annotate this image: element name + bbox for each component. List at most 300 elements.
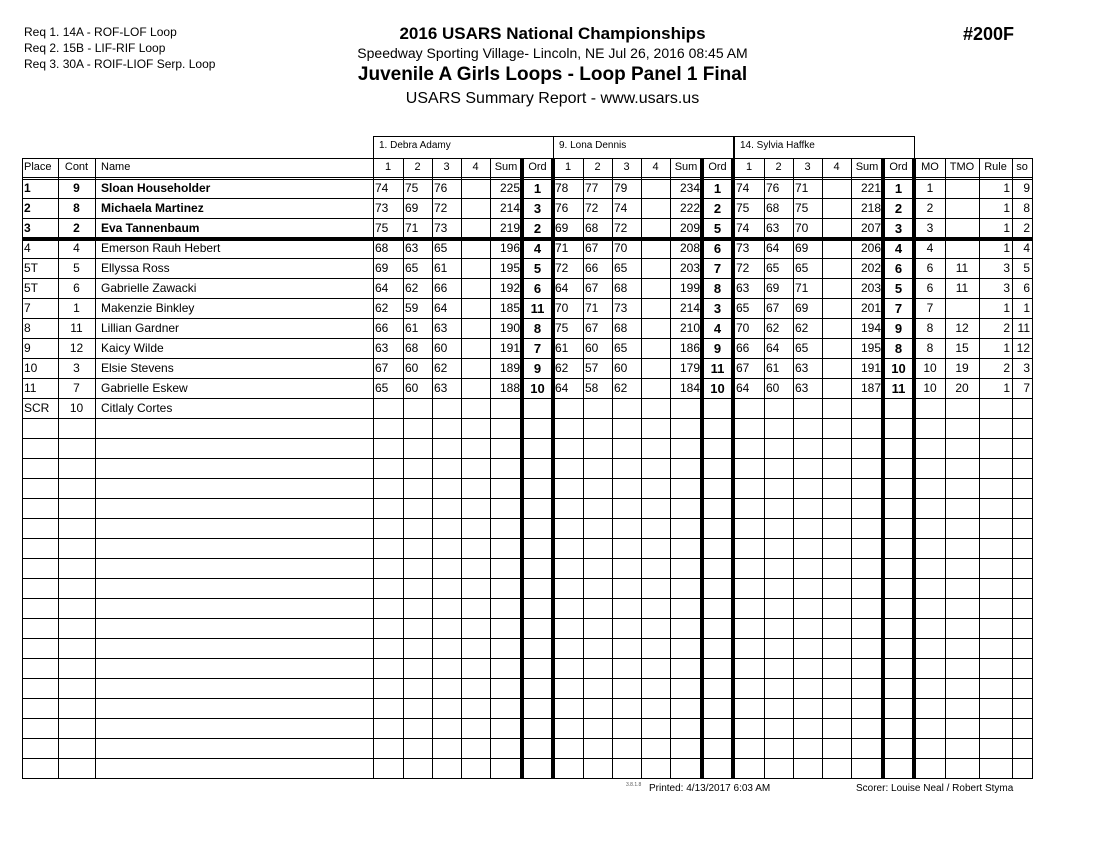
column-header-rule: Rule bbox=[984, 161, 1007, 173]
row-tmo: 11 bbox=[955, 281, 969, 295]
row-so: 3 bbox=[1023, 361, 1030, 375]
row-judge-score: 65 bbox=[736, 301, 750, 315]
row-tmo: 11 bbox=[955, 261, 969, 275]
column-header-judge-1-3: 3 bbox=[443, 161, 450, 173]
row-cont: 11 bbox=[70, 321, 83, 335]
row-judge-sum: 210 bbox=[679, 321, 700, 335]
grid-line-vertical bbox=[58, 158, 59, 779]
scorer-names: Scorer: Louise Neal / Robert Styma bbox=[856, 783, 1014, 794]
row-judge-sum: 202 bbox=[860, 261, 881, 275]
column-header-judge-3-4: 4 bbox=[833, 161, 840, 173]
row-judge-score: 71 bbox=[795, 181, 809, 195]
row-rule: 1 bbox=[1003, 201, 1010, 215]
software-version: 3.8.1.8 bbox=[626, 782, 642, 788]
column-header-judge-1-1: 1 bbox=[384, 161, 392, 173]
row-judge-sum: 187 bbox=[860, 381, 881, 395]
grid-line-vertical bbox=[914, 136, 915, 158]
row-judge-score: 72 bbox=[585, 201, 599, 215]
grid-line-vertical bbox=[490, 158, 491, 779]
judge-name: 1. Debra Adamy bbox=[379, 140, 451, 151]
row-judge-ordinal: 1 bbox=[894, 181, 903, 196]
row-judge-score: 65 bbox=[375, 381, 389, 395]
row-judge-score: 75 bbox=[375, 221, 389, 235]
row-judge-score: 72 bbox=[614, 221, 628, 235]
row-cont: 12 bbox=[69, 341, 84, 355]
venue-date-line: Speedway Sporting Village- Lincoln, NE Jul 26, 2016 08:45 AM bbox=[357, 45, 748, 61]
row-judge-sum: 203 bbox=[860, 281, 881, 295]
column-header-judge-3-sum: Sum bbox=[855, 161, 879, 173]
row-judge-ordinal: 8 bbox=[894, 341, 903, 356]
row-judge-score: 62 bbox=[766, 321, 780, 335]
row-judge-sum: 179 bbox=[679, 361, 700, 375]
row-judge-score: 68 bbox=[766, 201, 780, 215]
column-header-judge-3-3: 3 bbox=[804, 161, 811, 173]
row-mo: 2 bbox=[926, 201, 934, 215]
row-name: Gabrielle Eskew bbox=[101, 381, 188, 395]
row-judge-score: 73 bbox=[614, 301, 628, 315]
row-place: 2 bbox=[24, 201, 31, 215]
row-cont: 4 bbox=[73, 241, 80, 255]
row-judge-ordinal: 2 bbox=[713, 201, 722, 216]
requirement-2: Req 2. 15B - LIF-RIF Loop bbox=[24, 41, 166, 55]
row-judge-sum: 194 bbox=[860, 321, 881, 335]
row-judge-score: 68 bbox=[585, 221, 599, 235]
row-so: 11 bbox=[1017, 321, 1030, 335]
row-judge-score: 65 bbox=[405, 261, 419, 275]
row-judge-score: 75 bbox=[405, 181, 419, 195]
row-mo: 6 bbox=[926, 261, 934, 275]
row-judge-score: 62 bbox=[375, 301, 389, 315]
grid-line-vertical bbox=[822, 158, 823, 779]
row-judge-score: 70 bbox=[614, 241, 628, 255]
row-judge-score: 74 bbox=[736, 181, 750, 195]
row-judge-score: 76 bbox=[766, 181, 780, 195]
row-judge-score: 75 bbox=[795, 201, 809, 215]
row-place: 4 bbox=[24, 241, 31, 255]
row-judge-ordinal: 9 bbox=[533, 361, 542, 376]
row-tmo: 15 bbox=[955, 341, 969, 355]
column-header-judge-1-4: 4 bbox=[472, 161, 479, 173]
column-header-place: Place bbox=[24, 161, 52, 173]
row-mo: 8 bbox=[926, 321, 934, 335]
row-judge-score: 63 bbox=[736, 281, 750, 295]
row-so: 8 bbox=[1023, 201, 1030, 215]
row-judge-score: 70 bbox=[736, 321, 750, 335]
row-place: 5T bbox=[24, 261, 39, 275]
column-header-judge-3-2: 2 bbox=[775, 161, 782, 173]
grid-line-vertical bbox=[22, 158, 23, 779]
row-name: Elsie Stevens bbox=[101, 361, 174, 375]
row-judge-score: 72 bbox=[736, 261, 750, 275]
row-judge-sum: 207 bbox=[860, 221, 881, 235]
column-header-judge-2-4: 4 bbox=[652, 161, 659, 173]
row-judge-score: 71 bbox=[405, 221, 419, 235]
grid-line-vertical bbox=[945, 158, 946, 779]
row-judge-score: 71 bbox=[585, 301, 599, 315]
row-judge-score: 60 bbox=[614, 361, 628, 375]
row-judge-score: 67 bbox=[585, 321, 599, 335]
column-header-tmo: TMO bbox=[949, 161, 975, 173]
row-tmo: 12 bbox=[955, 321, 969, 335]
row-judge-score: 64 bbox=[555, 381, 569, 395]
row-judge-score: 77 bbox=[585, 181, 599, 195]
grid-line-vertical bbox=[583, 158, 584, 779]
row-rule: 2 bbox=[1003, 361, 1010, 375]
row-judge-score: 74 bbox=[736, 221, 750, 235]
row-judge-score: 61 bbox=[766, 361, 780, 375]
row-judge-score: 67 bbox=[375, 361, 389, 375]
row-judge-score: 67 bbox=[736, 361, 750, 375]
row-judge-score: 75 bbox=[555, 321, 569, 335]
row-judge-score: 60 bbox=[405, 381, 419, 395]
row-judge-score: 78 bbox=[555, 181, 569, 195]
column-header-mo: MO bbox=[921, 161, 939, 173]
column-header-judge-1-sum: Sum bbox=[494, 161, 518, 173]
row-judge-ordinal: 5 bbox=[894, 281, 903, 296]
row-judge-ordinal: 5 bbox=[533, 261, 542, 276]
grid-line-vertical bbox=[731, 158, 735, 779]
row-judge-sum: 196 bbox=[499, 241, 520, 255]
row-judge-score: 72 bbox=[434, 201, 448, 215]
column-header-judge-2-ord: Ord bbox=[708, 161, 727, 173]
row-judge-sum: 214 bbox=[499, 201, 520, 215]
row-judge-score: 66 bbox=[434, 281, 448, 295]
row-judge-ordinal: 7 bbox=[894, 301, 903, 316]
row-judge-score: 64 bbox=[766, 341, 780, 355]
row-judge-score: 58 bbox=[585, 381, 599, 395]
row-judge-score: 67 bbox=[766, 301, 780, 315]
row-judge-score: 63 bbox=[434, 321, 448, 335]
row-judge-score: 71 bbox=[795, 281, 809, 295]
row-judge-ordinal: 4 bbox=[894, 241, 903, 256]
row-judge-score: 60 bbox=[405, 361, 419, 375]
row-so: 1 bbox=[1023, 301, 1030, 315]
row-judge-sum: 225 bbox=[499, 181, 520, 195]
row-so: 6 bbox=[1023, 281, 1030, 295]
row-judge-sum: 218 bbox=[860, 201, 881, 215]
row-judge-ordinal: 2 bbox=[533, 221, 542, 236]
grid-line-vertical bbox=[915, 158, 916, 779]
row-place: 5T bbox=[24, 281, 39, 295]
row-judge-score: 76 bbox=[434, 181, 448, 195]
row-rule: 1 bbox=[1003, 341, 1010, 355]
grid-line-vertical bbox=[553, 136, 554, 158]
row-mo: 7 bbox=[926, 301, 934, 315]
row-cont: 7 bbox=[73, 381, 80, 395]
row-judge-sum: 219 bbox=[499, 221, 520, 235]
row-judge-score: 68 bbox=[405, 341, 419, 355]
row-judge-score: 65 bbox=[795, 341, 809, 355]
row-rule: 3 bbox=[1003, 281, 1010, 295]
row-mo: 6 bbox=[926, 281, 934, 295]
row-name: Makenzie Binkley bbox=[101, 301, 195, 315]
championship-title: 2016 USARS National Championships bbox=[399, 24, 706, 43]
row-judge-score: 69 bbox=[795, 301, 809, 315]
row-judge-score: 67 bbox=[585, 241, 599, 255]
row-judge-score: 61 bbox=[405, 321, 419, 335]
row-judge-score: 64 bbox=[434, 301, 448, 315]
row-judge-sum: 195 bbox=[499, 261, 520, 275]
row-place: 8 bbox=[24, 321, 31, 335]
row-judge-score: 68 bbox=[614, 321, 628, 335]
row-judge-score: 61 bbox=[555, 341, 569, 355]
row-judge-score: 68 bbox=[375, 241, 389, 255]
row-judge-ordinal: 6 bbox=[533, 281, 542, 296]
report-subtitle: USARS Summary Report - www.usars.us bbox=[405, 90, 700, 107]
row-judge-score: 73 bbox=[736, 241, 750, 255]
row-cont: 3 bbox=[73, 361, 80, 375]
grid-line-vertical bbox=[979, 158, 980, 779]
row-judge-score: 69 bbox=[795, 241, 809, 255]
row-judge-ordinal: 4 bbox=[533, 241, 542, 256]
event-number: #200F bbox=[963, 24, 1015, 44]
row-judge-score: 74 bbox=[614, 201, 628, 215]
row-judge-sum: 188 bbox=[499, 381, 520, 395]
row-cont: 10 bbox=[69, 401, 84, 415]
row-judge-sum: 206 bbox=[860, 241, 881, 255]
row-name: Eva Tannenbaum bbox=[101, 221, 200, 235]
row-judge-score: 69 bbox=[375, 261, 389, 275]
row-judge-score: 61 bbox=[434, 261, 448, 275]
row-judge-score: 60 bbox=[434, 341, 448, 355]
judge-name: 9. Lona Dennis bbox=[559, 140, 627, 151]
row-judge-ordinal: 10 bbox=[530, 381, 545, 396]
row-judge-ordinal: 11 bbox=[530, 301, 545, 316]
row-judge-score: 59 bbox=[405, 301, 419, 315]
row-judge-score: 63 bbox=[405, 241, 419, 255]
printed-timestamp: Printed: 4/13/2017 6:03 AM bbox=[649, 783, 771, 794]
row-judge-sum: 221 bbox=[860, 181, 881, 195]
row-judge-ordinal: 1 bbox=[533, 181, 542, 196]
row-judge-ordinal: 1 bbox=[713, 181, 722, 196]
row-judge-ordinal: 8 bbox=[533, 321, 542, 336]
row-judge-ordinal: 11 bbox=[891, 381, 906, 396]
row-judge-sum: 199 bbox=[679, 281, 700, 295]
row-judge-ordinal: 5 bbox=[713, 221, 722, 236]
row-rule: 1 bbox=[1003, 381, 1010, 395]
row-cont: 6 bbox=[73, 281, 80, 295]
row-judge-ordinal: 11 bbox=[710, 361, 725, 376]
row-name: Michaela Martinez bbox=[101, 201, 204, 215]
row-judge-score: 60 bbox=[585, 341, 599, 355]
column-header-so: so bbox=[1016, 161, 1028, 173]
row-judge-score: 69 bbox=[555, 221, 569, 235]
row-place: 1 bbox=[24, 181, 31, 195]
row-mo: 10 bbox=[923, 361, 937, 375]
grid-line-vertical bbox=[851, 158, 852, 779]
row-judge-sum: 191 bbox=[860, 361, 881, 375]
row-judge-sum: 191 bbox=[499, 341, 520, 355]
row-place: 9 bbox=[24, 341, 31, 355]
row-judge-score: 73 bbox=[434, 221, 448, 235]
row-judge-score: 76 bbox=[555, 201, 569, 215]
row-judge-ordinal: 7 bbox=[713, 261, 722, 276]
grid-line-vertical bbox=[373, 136, 374, 158]
row-judge-ordinal: 9 bbox=[713, 341, 722, 356]
row-name: Emerson Rauh Hebert bbox=[101, 241, 221, 255]
row-judge-sum: 184 bbox=[679, 381, 700, 395]
row-judge-score: 64 bbox=[555, 281, 569, 295]
row-judge-score: 73 bbox=[375, 201, 389, 215]
row-judge-ordinal: 7 bbox=[533, 341, 542, 356]
row-rule: 1 bbox=[1003, 181, 1010, 195]
row-judge-score: 64 bbox=[766, 241, 780, 255]
row-judge-score: 67 bbox=[585, 281, 599, 295]
row-judge-ordinal: 4 bbox=[713, 321, 722, 336]
row-judge-score: 79 bbox=[614, 181, 628, 195]
grid-line-vertical bbox=[403, 158, 404, 779]
row-judge-score: 64 bbox=[736, 381, 750, 395]
row-judge-score: 65 bbox=[614, 341, 628, 355]
row-judge-score: 65 bbox=[614, 261, 628, 275]
row-judge-score: 66 bbox=[585, 261, 599, 275]
requirement-1: Req 1. 14A - ROF-LOF Loop bbox=[24, 25, 177, 39]
row-so: 7 bbox=[1023, 381, 1030, 395]
grid-line-vertical bbox=[1012, 158, 1013, 779]
row-judge-score: 63 bbox=[434, 381, 448, 395]
column-header-judge-2-3: 3 bbox=[623, 161, 630, 173]
row-place: SCR bbox=[24, 401, 50, 415]
column-header-judge-2-2: 2 bbox=[594, 161, 601, 173]
grid-line-vertical bbox=[641, 158, 642, 779]
row-judge-score: 65 bbox=[434, 241, 448, 255]
row-name: Citlaly Cortes bbox=[101, 401, 173, 415]
grid-line-vertical bbox=[1032, 158, 1033, 779]
column-header-judge-1-2: 2 bbox=[414, 161, 421, 173]
requirement-3: Req 3. 30A - ROIF-LIOF Serp. Loop bbox=[24, 57, 216, 71]
grid-line-vertical bbox=[461, 158, 462, 779]
row-judge-score: 62 bbox=[434, 361, 448, 375]
column-header-judge-2-1: 1 bbox=[564, 161, 572, 173]
row-name: Gabrielle Zawacki bbox=[101, 281, 197, 295]
row-judge-ordinal: 9 bbox=[894, 321, 903, 336]
row-judge-score: 57 bbox=[585, 361, 599, 375]
row-judge-ordinal: 3 bbox=[713, 301, 722, 316]
column-header-judge-3-1: 1 bbox=[745, 161, 753, 173]
row-tmo: 20 bbox=[955, 381, 969, 395]
row-judge-ordinal: 8 bbox=[713, 281, 722, 296]
row-judge-score: 62 bbox=[405, 281, 419, 295]
row-cont: 9 bbox=[73, 181, 80, 195]
grid-line-vertical bbox=[793, 158, 794, 779]
row-mo: 10 bbox=[923, 381, 937, 395]
row-rule: 2 bbox=[1003, 321, 1010, 335]
row-place: 10 bbox=[24, 361, 38, 375]
row-cont: 2 bbox=[73, 221, 80, 235]
row-judge-ordinal: 3 bbox=[533, 201, 542, 216]
column-header-cont: Cont bbox=[64, 161, 89, 173]
row-judge-score: 68 bbox=[614, 281, 628, 295]
row-name: Kaicy Wilde bbox=[101, 341, 164, 355]
row-judge-ordinal: 2 bbox=[894, 201, 903, 216]
row-judge-score: 66 bbox=[375, 321, 389, 335]
row-judge-ordinal: 3 bbox=[894, 221, 903, 236]
judge-name: 14. Sylvia Haffke bbox=[740, 140, 815, 151]
grid-line-vertical bbox=[432, 158, 433, 779]
row-judge-sum: 208 bbox=[679, 241, 700, 255]
row-judge-score: 72 bbox=[555, 261, 569, 275]
row-judge-sum: 186 bbox=[679, 341, 700, 355]
grid-line-vertical bbox=[764, 158, 765, 779]
row-judge-score: 60 bbox=[766, 381, 780, 395]
row-judge-ordinal: 10 bbox=[891, 361, 906, 376]
row-judge-sum: 195 bbox=[860, 341, 881, 355]
row-so: 2 bbox=[1023, 221, 1030, 235]
grid-line-vertical bbox=[734, 136, 735, 158]
row-judge-score: 62 bbox=[555, 361, 569, 375]
row-name: Sloan Householder bbox=[101, 181, 211, 195]
row-tmo: 19 bbox=[955, 361, 969, 375]
row-rule: 1 bbox=[1003, 221, 1010, 235]
row-cont: 8 bbox=[73, 201, 80, 215]
row-place: 3 bbox=[24, 221, 31, 235]
row-judge-sum: 209 bbox=[679, 221, 700, 235]
row-judge-score: 75 bbox=[736, 201, 750, 215]
row-so: 9 bbox=[1023, 181, 1030, 195]
row-cont: 5 bbox=[73, 261, 80, 275]
row-so: 4 bbox=[1023, 241, 1030, 255]
row-judge-sum: 189 bbox=[499, 361, 520, 375]
row-place: 7 bbox=[24, 301, 31, 315]
row-name: Lillian Gardner bbox=[101, 321, 180, 335]
row-judge-sum: 234 bbox=[679, 181, 700, 195]
row-judge-score: 65 bbox=[795, 261, 809, 275]
row-judge-score: 63 bbox=[375, 341, 389, 355]
row-judge-sum: 185 bbox=[499, 301, 520, 315]
event-title: Juvenile A Girls Loops - Loop Panel 1 Final bbox=[357, 64, 748, 85]
row-rule: 1 bbox=[1003, 301, 1010, 315]
row-mo: 4 bbox=[926, 241, 934, 255]
row-judge-sum: 190 bbox=[499, 321, 520, 335]
row-judge-score: 63 bbox=[766, 221, 780, 235]
row-so: 12 bbox=[1016, 341, 1030, 355]
column-header-judge-1-ord: Ord bbox=[528, 161, 547, 173]
grid-line-vertical bbox=[670, 158, 671, 779]
grid-line-vertical bbox=[95, 158, 96, 779]
row-judge-score: 66 bbox=[736, 341, 750, 355]
row-judge-score: 69 bbox=[405, 201, 419, 215]
row-judge-sum: 201 bbox=[860, 301, 881, 315]
row-mo: 8 bbox=[926, 341, 934, 355]
row-judge-score: 70 bbox=[555, 301, 569, 315]
row-mo: 3 bbox=[926, 221, 934, 235]
row-judge-sum: 192 bbox=[499, 281, 520, 295]
row-judge-score: 70 bbox=[795, 221, 809, 235]
row-judge-sum: 214 bbox=[679, 301, 700, 315]
row-judge-score: 63 bbox=[795, 381, 809, 395]
row-judge-sum: 222 bbox=[679, 201, 700, 215]
row-judge-score: 62 bbox=[795, 321, 809, 335]
column-header-judge-3-ord: Ord bbox=[889, 161, 908, 173]
row-rule: 3 bbox=[1003, 261, 1010, 275]
row-judge-score: 62 bbox=[614, 381, 628, 395]
row-judge-score: 69 bbox=[766, 281, 780, 295]
row-judge-score: 63 bbox=[795, 361, 809, 375]
row-judge-ordinal: 6 bbox=[894, 261, 903, 276]
row-judge-score: 71 bbox=[555, 241, 569, 255]
row-mo: 1 bbox=[926, 181, 934, 195]
row-judge-score: 65 bbox=[766, 261, 780, 275]
column-header-name: Name bbox=[101, 161, 131, 173]
row-judge-ordinal: 10 bbox=[710, 381, 725, 396]
row-judge-sum: 203 bbox=[679, 261, 700, 275]
row-so: 5 bbox=[1023, 261, 1030, 275]
row-judge-score: 64 bbox=[375, 281, 389, 295]
row-place: 11 bbox=[24, 381, 37, 395]
row-name: Ellyssa Ross bbox=[101, 261, 170, 275]
column-header-judge-2-sum: Sum bbox=[674, 161, 698, 173]
row-judge-ordinal: 6 bbox=[713, 241, 722, 256]
